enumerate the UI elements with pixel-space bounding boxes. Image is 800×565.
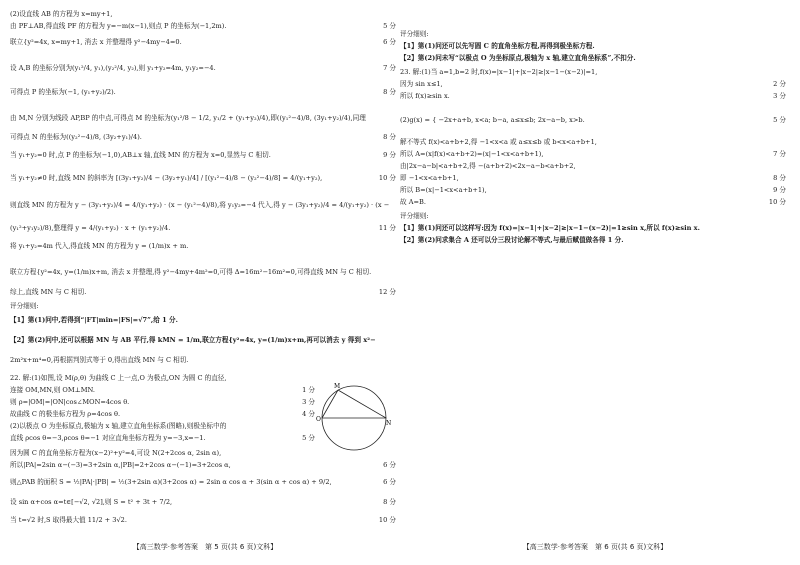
score-mark: 5 分 [383, 22, 396, 30]
text-line: 当 t=√2 时,S 取得最大值 11/2 + 3√2. [10, 516, 127, 524]
text-line: 解不等式 f(x)<a+b+2,得 −1<x<a 或 a≤x≤b 或 b<x<a+b+1, [400, 138, 597, 146]
text-line: 综上,直线 MN 与 C 相切. [10, 288, 87, 296]
score-mark: 6 分 [383, 38, 396, 46]
segment-mn [338, 390, 386, 418]
score-mark: 8 分 [383, 498, 396, 506]
text-line: 【2】第(2)问未写“以极点 O 为坐标原点,极轴为 x 轴,建立直角坐标系”,不扣分. [400, 54, 636, 62]
text-line: 评分细则: [400, 212, 429, 220]
text-line: 由 PF⊥AB,得直线 PF 的方程为 y=−m(x−1),则点 P 的坐标为(−1,2m). [10, 22, 227, 30]
page-5 [10, 6, 400, 556]
text-line: 评分细则: [400, 30, 429, 38]
text-line: 设 sin α+cos α=t∈[−√2, √2],则 S = t² + 3t + 7/2, [10, 498, 173, 506]
text-line: 则直线 MN 的方程为 y − (3y₁+y₂)/4 = 4/(y₁+y₂) · (x − (y₁²−4)/8),将 y₁y₂=−4 代入,得 y − (3y₁+y₂)/4 = 4/(y₁+y₂) · (x − [10, 201, 390, 209]
text-line: 【1】第(1)问还可以先写圆 C 的直角坐标方程,再得到极坐标方程. [400, 42, 595, 50]
text-line: 【1】第(1)问还可以这样写:因为 f(x)=|x−1|+|x−2|≥|x−1−(x−2)|=1≥sin x,所以 f(x)≥sin x. [400, 224, 700, 232]
text-line: 评分细则: [10, 302, 39, 310]
text-line: 所以|PA|=2sin α−(−3)=3+2sin α,|PB|=2+2cos α−(−1)=3+2cos α, [10, 461, 231, 469]
text-line: 【2】第(2)问求集合 A 还可以分三段讨论解不等式,与最后赋值做各得 1 分. [400, 236, 624, 244]
text-line: 则 ρ=|OM|=|ON|cos∠MON=4cos θ. [10, 398, 130, 406]
text-line: 可得点 P 的坐标为(−1, (y₁+y₂)/2). [10, 88, 116, 96]
score-mark: 3 分 [302, 398, 315, 406]
label-o: O [316, 416, 321, 423]
label-m: M [334, 383, 341, 390]
text-line: 2m²x+m⁴=0,再根据判别式等于 0,得出直线 MN 与 C 相切. [10, 356, 189, 364]
score-mark: 5 分 [773, 116, 786, 124]
text-line: 由|2x−a−b|<a+b+2,得 −(a+b+2)<2x−a−b<a+b+2, [400, 162, 576, 170]
text-line: 所以 A=(x|f(x)<a+b+2)=(x|−1<x<a+b+1), [400, 150, 544, 158]
label-n: N [386, 420, 392, 427]
text-line: 即 −1<x<a+b+1, [400, 174, 459, 182]
score-mark: 4 分 [302, 410, 315, 418]
score-mark: 1 分 [302, 386, 315, 394]
score-mark: 8 分 [383, 88, 396, 96]
score-mark: 10 分 [378, 516, 396, 524]
text-line: 因为圆 C 的直角坐标方程为(x−2)²+y²=4,可设 N(2+2cos α, 2sin α), [10, 449, 222, 457]
text-line: 因为 sin x≤1, [400, 80, 443, 88]
score-mark: 6 分 [383, 461, 396, 469]
score-mark: 12 分 [378, 288, 396, 296]
text-line: 设 A,B 的坐标分别为(y₁²/4, y₁),(y₂²/4, y₂),则 y₁+y₂=4m, y₁y₂=−4. [10, 64, 216, 72]
text-line: 所以 f(x)≥sin x. [400, 92, 450, 100]
score-mark: 8 分 [383, 133, 396, 141]
text-line: 23. 解:(1)当 a=1,b=2 时,f(x)=|x−1|+|x−2|≥|x−1−(x−2)|=1, [400, 68, 598, 76]
text-line: 22. 解:(1)如图,设 M(ρ,θ) 为曲线 C 上一点,O 为极点,ON 为圆 C 的直径, [10, 374, 227, 382]
text-line: 【2】第(2)问中,还可以根据 MN 与 AB 平行,得 kMN = 1/m,联立方程{y²=4x, y=(1/m)x+m,再可以消去 y 得到 x²− [10, 336, 376, 344]
text-line: 【1】第(1)问中,若得到“|FT|min=|FS|=√7”,给 1 分. [10, 316, 178, 324]
text-line: 联立方程{y²=4x, y=(1/m)x+m, 消去 x 并整理,得 y²−4my+4m²=0,可得 Δ=16m²−16m²=0,可得直线 MN 与 C 相切. [10, 268, 372, 276]
score-mark: 8 分 [773, 174, 786, 182]
text-line: 所以 B=(x|−1<x<a+b+1), [400, 186, 487, 194]
text-line: 连接 OM,MN,则 OM⊥MN. [10, 386, 95, 394]
text-line: (2)以极点 O 为坐标原点,极轴为 x 轴,建立直角坐标系(图略),则极坐标中的 [10, 422, 227, 430]
score-mark: 7 分 [773, 150, 786, 158]
text-line: (2)设直线 AB 的方程为 x=my+1, [10, 10, 113, 18]
text-line: 联立{y²=4x, x=my+1, 消去 x 并整理得 y²−4my−4=0. [10, 38, 182, 46]
score-mark: 11 分 [378, 224, 396, 232]
text-line: 当 y₁+y₂≠0 时,直线 MN 的斜率为 [(3y₁+y₂)/4 − (3y₂+y₁)/4] / [(y₁²−4)/8 − (y₂²−4)/8] = 4/(y₁+y₂), [10, 174, 323, 182]
page-footer: 【高三数学·参考答案 第 5 页(共 6 页)文科】 [132, 543, 278, 551]
text-line: (2)g(x) = { −2x+a+b, x<a; b−a, a≤x≤b; 2x−a−b, x>b. [400, 116, 585, 124]
text-line: 直线 ρcos θ=−3,ρcos θ=−1 对应直角坐标方程为 y=−3,x=−1. [10, 434, 206, 442]
score-mark: 5 分 [302, 434, 315, 442]
text-line: 故 A=B. [400, 198, 426, 206]
score-mark: 3 分 [773, 92, 786, 100]
text-line: 由 M,N 分别为线段 AP,BP 的中点,可得点 M 的坐标为(y₁²/8 − 1/2, y₁/2 + (y₁+y₂)/4),即((y₁²−4)/8, (3y₁+y₂)/4),同理 [10, 114, 366, 122]
segment-om [322, 390, 338, 418]
text-line: 故曲线 C 的极坐标方程为 ρ=4cos θ. [10, 410, 121, 418]
score-mark: 2 分 [773, 80, 786, 88]
text-line: 则△PAB 的面积 S = ½|PA|·|PB| = ½(3+2sin α)(3+2cos α) = 2sin α cos α + 3(sin α + cos α) + 9/2, [10, 478, 332, 486]
text-line: 可得点 N 的坐标为((y₂²−4)/8, (3y₂+y₁)/4). [10, 133, 142, 141]
score-mark: 9 分 [383, 151, 396, 159]
score-mark: 7 分 [383, 64, 396, 72]
text-line: (y₁²+y₁y₂)/8),整理得 y = 4/(y₁+y₂) · x + (y₁+y₂)/4. [10, 224, 171, 232]
score-mark: 10 分 [378, 174, 396, 182]
circle-figure [316, 378, 392, 454]
page-footer: 【高三数学·参考答案 第 6 页(共 6 页)文科】 [522, 543, 668, 551]
score-mark: 6 分 [383, 478, 396, 486]
text-line: 将 y₁+y₂=4m 代入,得直线 MN 的方程为 y = (1/m)x + m. [10, 242, 189, 250]
text-line: 当 y₁+y₂=0 时,点 P 的坐标为(−1,0),AB⊥x 轴,直线 MN 的方程为 x=0,显然与 C 相切. [10, 151, 271, 159]
page-6 [400, 6, 790, 556]
score-mark: 10 分 [768, 198, 786, 206]
score-mark: 9 分 [773, 186, 786, 194]
